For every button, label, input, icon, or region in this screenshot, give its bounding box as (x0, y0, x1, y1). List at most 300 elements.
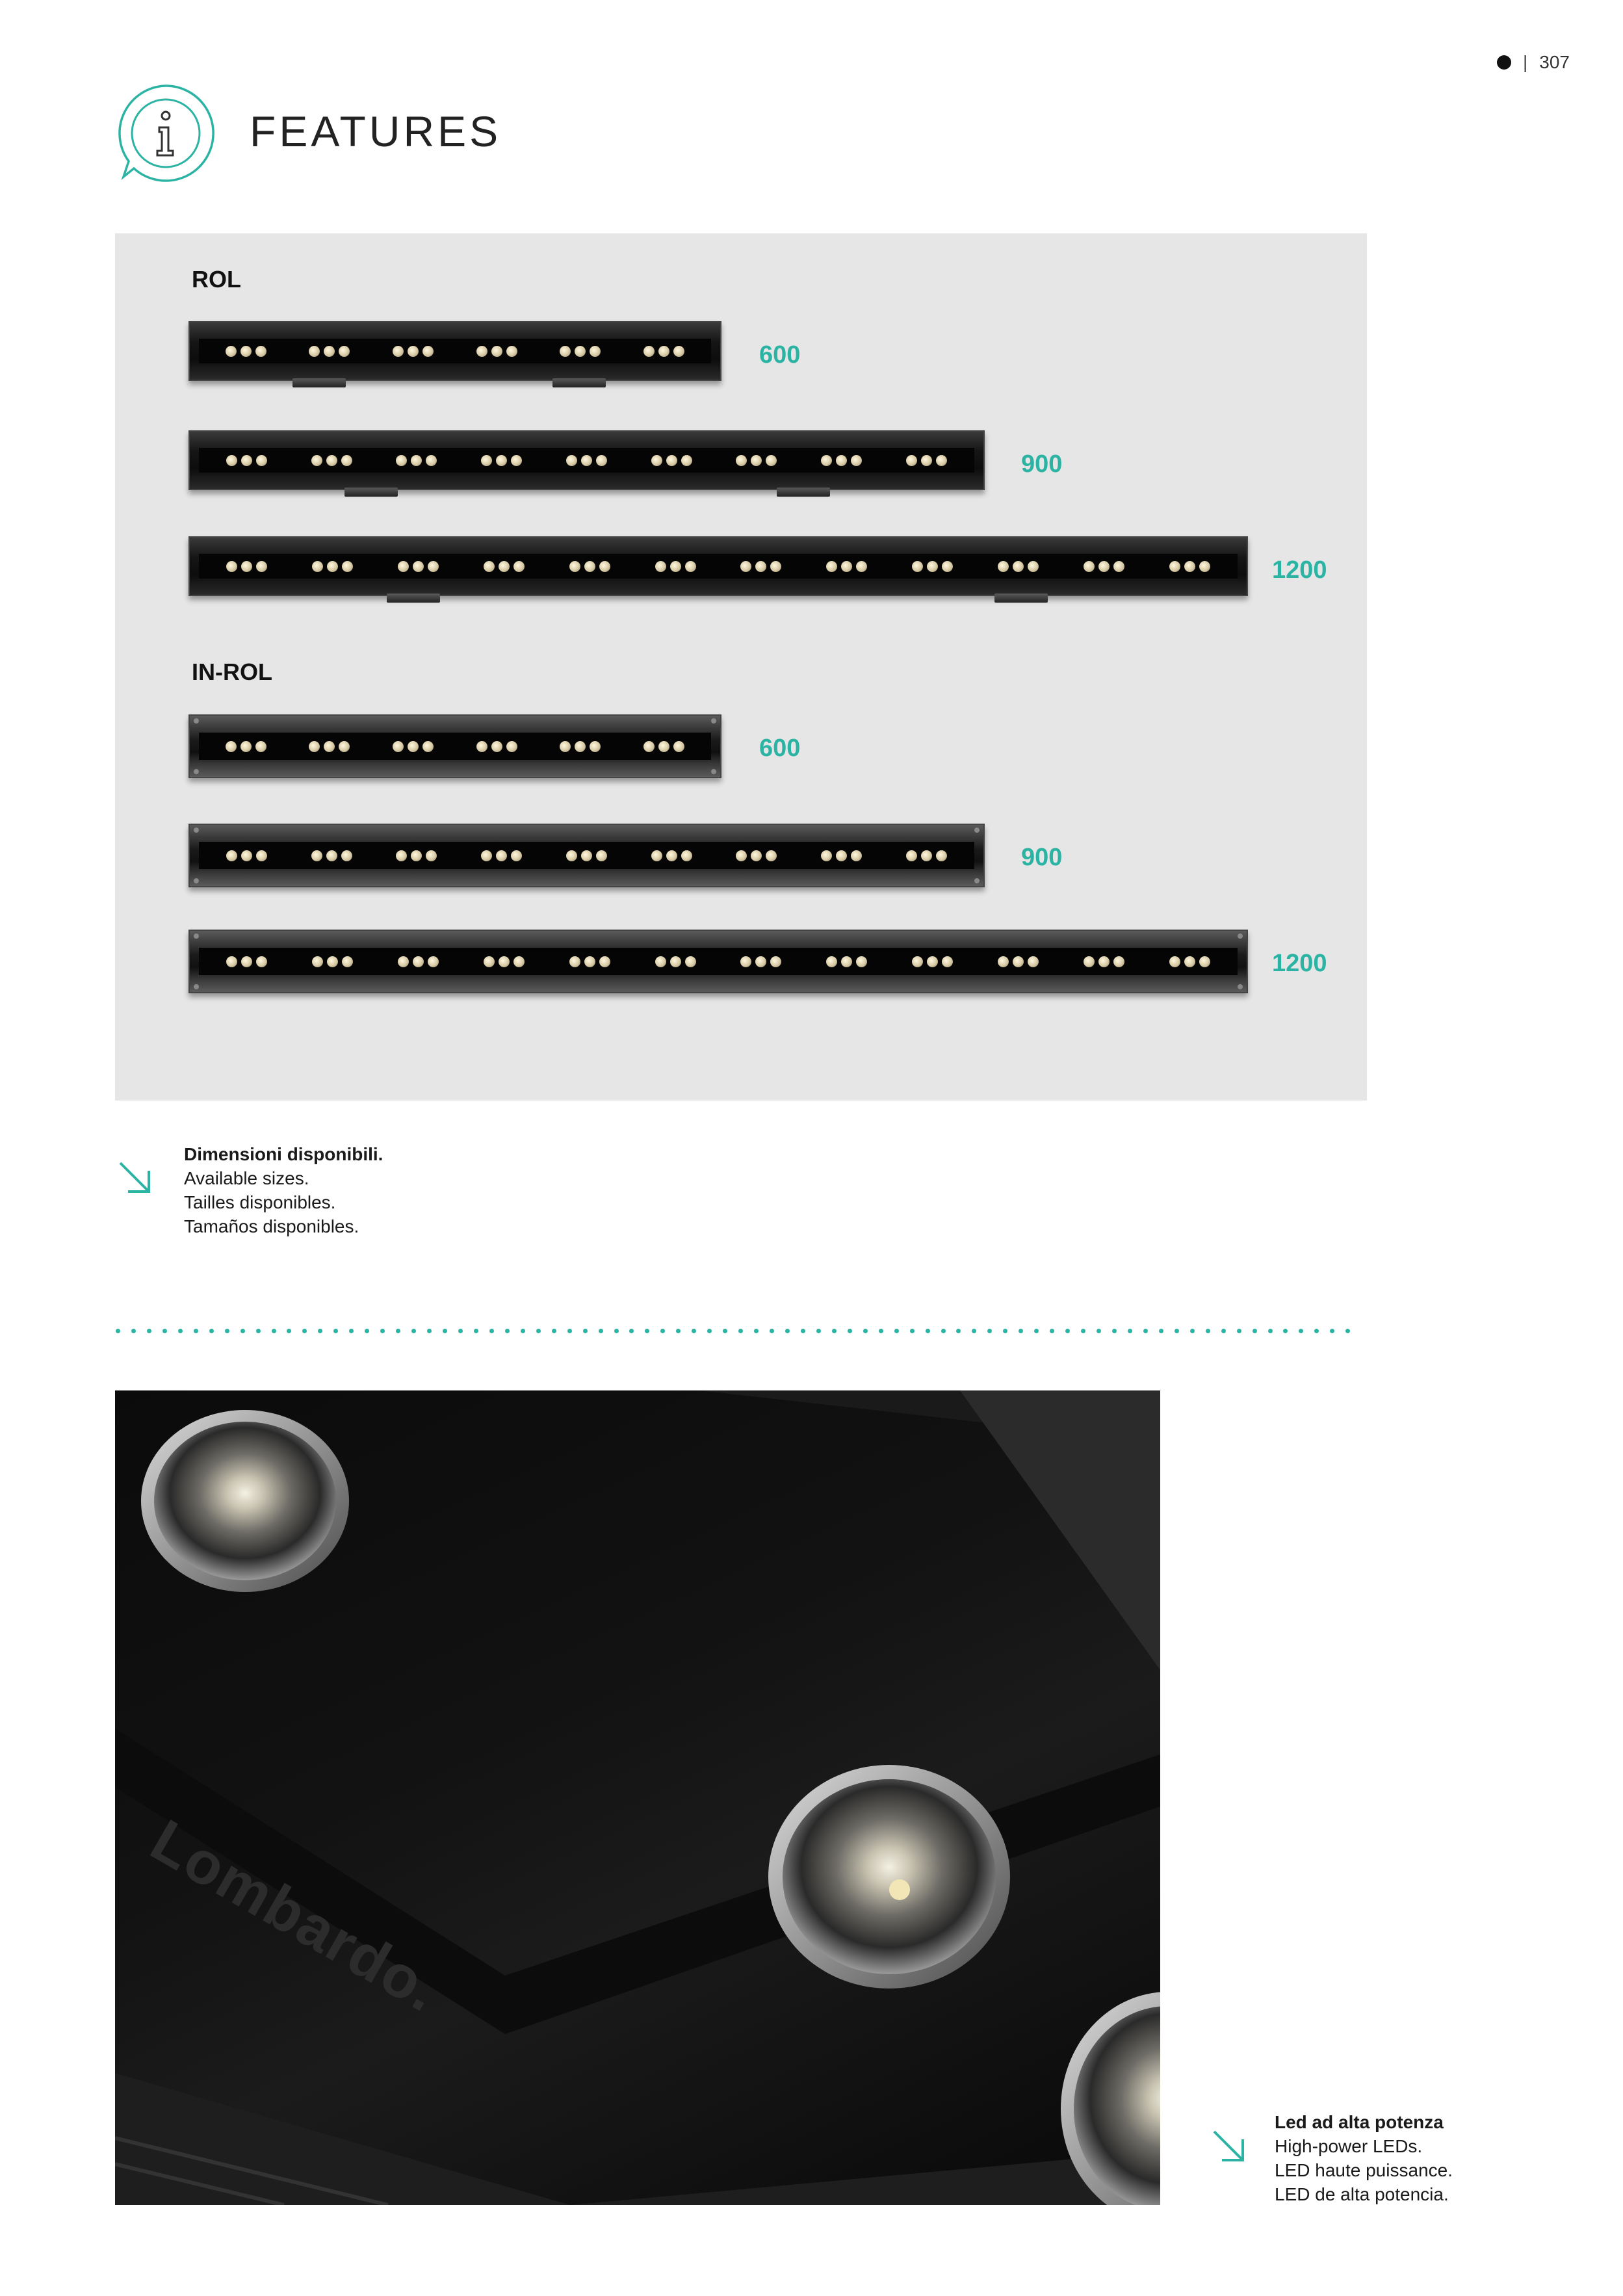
divider-dot (956, 1329, 961, 1333)
size-label: 1200 (1272, 556, 1327, 584)
size-label: 1200 (1272, 950, 1327, 977)
led-group (566, 455, 607, 466)
led-group (481, 455, 522, 466)
led-icon (1113, 956, 1124, 967)
divider-dot (614, 1329, 619, 1333)
led-icon (499, 561, 510, 572)
led-icon (256, 455, 267, 466)
divider-dot (972, 1329, 976, 1333)
led-icon (569, 561, 580, 572)
divider-dot (676, 1329, 681, 1333)
led-icon (484, 956, 495, 967)
led-icon (513, 561, 525, 572)
mounting-bracket (994, 594, 1048, 603)
led-icon (766, 850, 777, 861)
led-icon (411, 455, 422, 466)
led-icon (927, 956, 938, 967)
led-group (826, 561, 867, 572)
divider-dot (707, 1329, 712, 1333)
led-icon (312, 956, 323, 967)
divider-dot (256, 1329, 261, 1333)
led-icon (1113, 561, 1124, 572)
led-icon (906, 455, 917, 466)
divider-dot (567, 1329, 572, 1333)
led-icon (255, 346, 266, 357)
led-group (736, 455, 777, 466)
leds-note-line: LED de alta potencia. (1275, 2184, 1449, 2204)
divider-dot (443, 1329, 447, 1333)
led-icon (240, 346, 252, 357)
led-group (226, 850, 267, 861)
divider-dot (629, 1329, 634, 1333)
divider-dot (489, 1329, 494, 1333)
led-group (569, 956, 610, 967)
led-closeup-illustration (115, 1390, 1160, 2205)
led-icon (396, 850, 407, 861)
size-label: 900 (1021, 844, 1063, 871)
divider-dot (411, 1329, 416, 1333)
divider-dot (349, 1329, 354, 1333)
led-group (912, 561, 953, 572)
led-icon (590, 346, 601, 357)
divider-dot (209, 1329, 214, 1333)
led-icon (569, 956, 580, 967)
led-icon (998, 956, 1009, 967)
divider-dot (365, 1329, 369, 1333)
screw-icon (1238, 933, 1243, 939)
led-icon (393, 741, 404, 752)
led-icon (643, 346, 655, 357)
sizes-note-line: Tailles disponibles. (184, 1192, 336, 1212)
divider-dot (1175, 1329, 1179, 1333)
led-icon (681, 455, 692, 466)
led-icon (560, 346, 571, 357)
divider-dot (536, 1329, 541, 1333)
led-icon (255, 741, 266, 752)
divider-dot (1221, 1329, 1226, 1333)
divider-dot (194, 1329, 198, 1333)
brand-logo: Lombardo. (140, 1807, 451, 2025)
led-group (1169, 956, 1210, 967)
leds-note-line: High-power LEDs. (1275, 2136, 1423, 2156)
led-group (312, 561, 353, 572)
led-icon (341, 850, 352, 861)
led-icon (836, 850, 847, 861)
led-icon (655, 561, 666, 572)
led-group (226, 741, 266, 752)
led-icon (226, 956, 237, 967)
divider-dot (738, 1329, 743, 1333)
led-icon (241, 455, 252, 466)
led-group (1084, 956, 1124, 967)
led-icon (912, 561, 923, 572)
divider-dot (599, 1329, 603, 1333)
divider-dot (287, 1329, 291, 1333)
leds-note-line: LED haute puissance. (1275, 2160, 1453, 2180)
led-group (1169, 561, 1210, 572)
divider-dot (723, 1329, 727, 1333)
divider-dot (1143, 1329, 1148, 1333)
led-icon (1084, 561, 1095, 572)
divider-dot (131, 1329, 136, 1333)
info-speech-bubble-icon (114, 82, 217, 185)
divider-dot (1206, 1329, 1210, 1333)
led-icon (1199, 956, 1210, 967)
group-label-rol: ROL (192, 266, 241, 293)
led-group (476, 346, 517, 357)
arrow-down-right-icon (116, 1159, 154, 1197)
led-icon (599, 561, 610, 572)
screw-icon (194, 933, 199, 939)
screw-icon (711, 718, 716, 724)
product-photo (115, 1390, 1160, 2205)
led-icon (912, 956, 923, 967)
led-icon (256, 850, 267, 861)
led-group (643, 741, 684, 752)
led-icon (921, 455, 932, 466)
led-icon (651, 455, 662, 466)
leds-note (1275, 2110, 1453, 2206)
led-group (309, 741, 350, 752)
led-icon (1084, 956, 1095, 967)
led-icon (312, 561, 323, 572)
mounting-bracket (387, 594, 440, 603)
dotted-divider (116, 1329, 1351, 1333)
led-group (651, 850, 692, 861)
led-icon (241, 561, 252, 572)
led-group (1084, 561, 1124, 572)
divider-dot (162, 1329, 167, 1333)
sizes-note-line: Tamaños disponibles. (184, 1216, 359, 1236)
divider-dot (380, 1329, 385, 1333)
led-icon (326, 850, 337, 861)
size-label: 600 (759, 735, 801, 762)
led-icon (740, 561, 751, 572)
mounting-bracket (292, 378, 346, 387)
divider-dot (583, 1329, 588, 1333)
led-group (569, 561, 610, 572)
led-icon (736, 850, 747, 861)
led-icon (998, 561, 1009, 572)
led-icon (476, 741, 487, 752)
led-icon (309, 741, 320, 752)
led-icon (241, 956, 252, 967)
led-group (476, 741, 517, 752)
sizes-note-line: Available sizes. (184, 1168, 309, 1188)
divider-dot (302, 1329, 307, 1333)
led-icon (643, 741, 655, 752)
led-icon (1184, 561, 1195, 572)
led-icon (942, 956, 953, 967)
led-icon (755, 561, 766, 572)
divider-dot (926, 1329, 930, 1333)
led-icon (408, 741, 419, 752)
arrow-down-right-icon (1210, 2128, 1248, 2165)
led-icon (426, 455, 437, 466)
led-icon (1098, 956, 1110, 967)
page-number-value: 307 (1539, 52, 1570, 72)
divider-dot (910, 1329, 915, 1333)
divider-dot (832, 1329, 837, 1333)
screw-icon (194, 878, 199, 883)
screw-icon (974, 828, 980, 833)
led-icon (584, 956, 595, 967)
led-icon (575, 741, 586, 752)
led-icon (511, 455, 522, 466)
led-icon (666, 850, 677, 861)
led-icon (256, 956, 267, 967)
led-icon (506, 346, 517, 357)
led-icon (658, 741, 669, 752)
divider-dot (225, 1329, 229, 1333)
divider-dot (770, 1329, 774, 1333)
led-icon (1184, 956, 1195, 967)
led-icon (670, 956, 681, 967)
divider-dot (1128, 1329, 1132, 1333)
led-icon (1028, 561, 1039, 572)
led-group (484, 956, 525, 967)
led-icon (398, 561, 409, 572)
divider-dot (1283, 1329, 1288, 1333)
divider-dot (474, 1329, 478, 1333)
divider-dot (785, 1329, 790, 1333)
led-icon (226, 561, 237, 572)
led-group (396, 455, 437, 466)
led-icon (426, 850, 437, 861)
divider-dot (941, 1329, 946, 1333)
led-icon (1013, 561, 1024, 572)
led-icon (339, 741, 350, 752)
page-title: FEATURES (250, 107, 502, 155)
divider-dot (521, 1329, 525, 1333)
led-group (912, 956, 953, 967)
led-icon (581, 850, 592, 861)
led-icon (560, 741, 571, 752)
led-group (655, 561, 696, 572)
screw-icon (194, 828, 199, 833)
led-icon (655, 956, 666, 967)
led-icon (770, 956, 781, 967)
led-icon (422, 741, 434, 752)
led-icon (906, 850, 917, 861)
divider-dot (645, 1329, 649, 1333)
divider-dot (1112, 1329, 1117, 1333)
led-icon (666, 455, 677, 466)
led-icon (670, 561, 681, 572)
divider-dot (505, 1329, 510, 1333)
led-icon (673, 346, 684, 357)
led-icon (566, 455, 577, 466)
led-icon (326, 455, 337, 466)
led-group (396, 850, 437, 861)
led-icon (770, 561, 781, 572)
led-icon (1013, 956, 1024, 967)
divider-dot (816, 1329, 821, 1333)
led-group (398, 561, 439, 572)
led-group (311, 455, 352, 466)
led-group (998, 561, 1039, 572)
led-group (821, 850, 862, 861)
led-icon (496, 850, 507, 861)
led-icon (428, 956, 439, 967)
led-group (560, 741, 601, 752)
group-label-in-rol: IN-ROL (192, 659, 272, 685)
divider-dot (1159, 1329, 1163, 1333)
led-icon (496, 455, 507, 466)
led-bar-fixture (188, 321, 721, 381)
divider-dot (1065, 1329, 1070, 1333)
divider-dot (660, 1329, 665, 1333)
divider-dot (1268, 1329, 1273, 1333)
led-group (393, 741, 434, 752)
led-icon (226, 741, 237, 752)
led-icon (428, 561, 439, 572)
led-icon (226, 850, 237, 861)
screw-icon (194, 769, 199, 774)
led-icon (1199, 561, 1210, 572)
led-bar-fixture (188, 430, 985, 490)
led-icon (590, 741, 601, 752)
divider-dot (863, 1329, 868, 1333)
led-icon (736, 455, 747, 466)
led-icon (658, 346, 669, 357)
led-icon (596, 850, 607, 861)
led-icon (921, 850, 932, 861)
led-group (309, 346, 350, 357)
divider-dot (1003, 1329, 1007, 1333)
divider-dot (1097, 1329, 1101, 1333)
divider-dot (318, 1329, 322, 1333)
divider-dot (552, 1329, 556, 1333)
led-icon (342, 956, 353, 967)
led-group (393, 346, 434, 357)
led-group (311, 850, 352, 861)
led-icon (309, 346, 320, 357)
led-icon (841, 956, 852, 967)
divider-dot (1237, 1329, 1241, 1333)
led-group (826, 956, 867, 967)
led-icon (491, 741, 502, 752)
led-group (484, 561, 525, 572)
led-group (740, 956, 781, 967)
led-icon (342, 561, 353, 572)
led-group (655, 956, 696, 967)
led-icon (226, 346, 237, 357)
led-bar-fixture (188, 714, 721, 778)
led-icon (936, 455, 947, 466)
screw-icon (974, 878, 980, 883)
screw-icon (711, 769, 716, 774)
led-icon (751, 455, 762, 466)
divider-dot (1330, 1329, 1334, 1333)
screw-icon (1238, 984, 1243, 989)
led-icon (821, 455, 832, 466)
led-icon (393, 346, 404, 357)
led-icon (1169, 561, 1180, 572)
led-icon (851, 850, 862, 861)
led-icon (240, 741, 252, 752)
mounting-bracket (777, 488, 830, 497)
led-icon (673, 741, 684, 752)
divider-dot (987, 1329, 992, 1333)
leds-note-title: Led ad alta potenza (1275, 2112, 1444, 2132)
led-icon (396, 455, 407, 466)
led-icon (856, 956, 867, 967)
led-group (643, 346, 684, 357)
led-icon (398, 956, 409, 967)
led-icon (491, 346, 502, 357)
led-icon (740, 956, 751, 967)
led-icon (324, 741, 335, 752)
led-group (481, 850, 522, 861)
led-icon (581, 455, 592, 466)
led-group (398, 956, 439, 967)
led-icon (681, 850, 692, 861)
led-icon (766, 455, 777, 466)
divider-dot (1345, 1329, 1350, 1333)
divider-dot (427, 1329, 432, 1333)
page-number: | 307 (1497, 52, 1570, 73)
led-group (226, 455, 267, 466)
size-label: 600 (759, 341, 801, 369)
led-icon (422, 346, 434, 357)
sizes-note (184, 1142, 383, 1238)
divider-dot (1314, 1329, 1319, 1333)
led-group (740, 561, 781, 572)
led-group (226, 561, 267, 572)
sizes-note-title: Dimensioni disponibili. (184, 1144, 383, 1164)
divider-dot (848, 1329, 852, 1333)
led-icon (481, 850, 492, 861)
led-icon (1028, 956, 1039, 967)
led-icon (851, 455, 862, 466)
led-icon (826, 561, 837, 572)
led-group (821, 455, 862, 466)
led-icon (685, 561, 696, 572)
divider-dot (1190, 1329, 1195, 1333)
led-icon (936, 850, 947, 861)
led-icon (856, 561, 867, 572)
led-icon (311, 850, 322, 861)
led-icon (584, 561, 595, 572)
led-group (736, 850, 777, 861)
led-icon (821, 850, 832, 861)
led-icon (499, 956, 510, 967)
led-icon (327, 956, 338, 967)
led-icon (324, 346, 335, 357)
led-icon (506, 741, 517, 752)
led-icon (413, 956, 424, 967)
led-group (312, 956, 353, 967)
led-icon (1169, 956, 1180, 967)
led-icon (484, 561, 495, 572)
divider-dot (396, 1329, 400, 1333)
led-icon (513, 956, 525, 967)
divider-dot (692, 1329, 696, 1333)
led-icon (841, 561, 852, 572)
divider-dot (1034, 1329, 1039, 1333)
divider-dot (116, 1329, 120, 1333)
divider-dot (333, 1329, 338, 1333)
led-group (560, 346, 601, 357)
led-icon (651, 850, 662, 861)
divider-dot (272, 1329, 276, 1333)
divider-dot (879, 1329, 883, 1333)
mounting-bracket (344, 488, 398, 497)
led-icon (256, 561, 267, 572)
led-icon (836, 455, 847, 466)
led-bar-fixture (188, 824, 985, 887)
